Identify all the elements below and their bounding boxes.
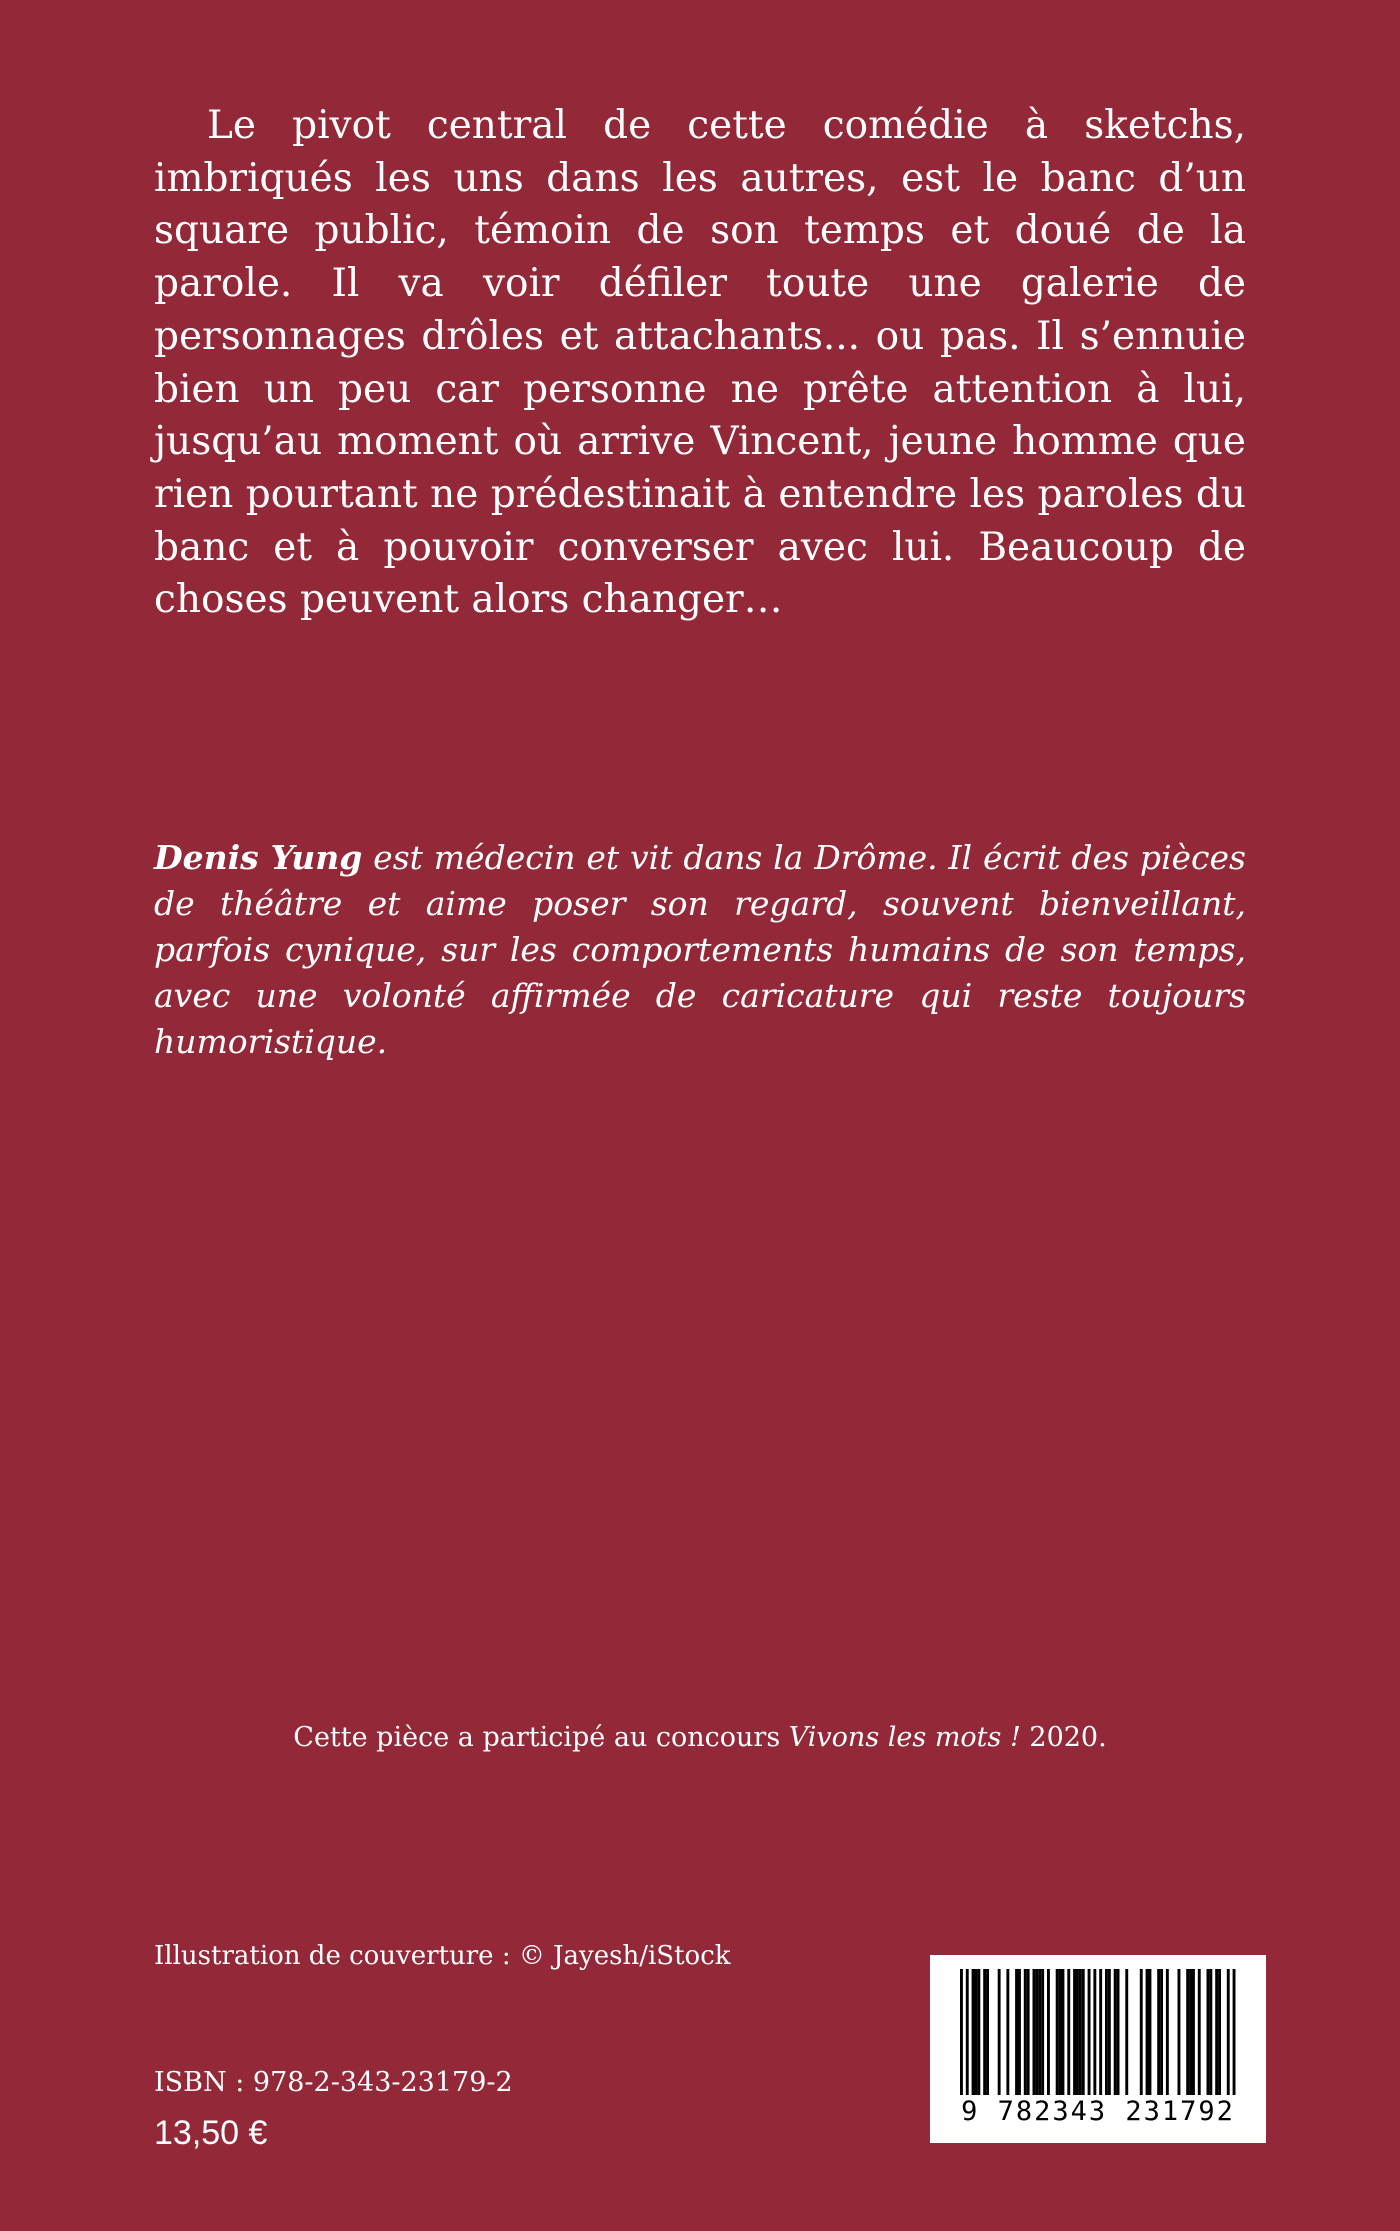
barcode-bar — [1218, 1969, 1221, 2095]
blurb-paragraph: Le pivot central de cette comédie à sketchs, imbriqués les uns dans les autres, est le banc d’un square public, témoin de son temps et doué de la parole. Il va voir défiler toute une galerie de personnages drôles et attachants... ou pas. Il s’ennuie bien un peu car personne ne prête attention à lui, jusqu’au moment où arrive Vincent, jeune homme que rien pourtant ne prédestinait à entendre les paroles du banc et à pouvoir converser avec lui. Beaucoup de choses peuvent alors changer… — [154, 103, 1246, 623]
barcode-bar — [972, 1969, 975, 2095]
isbn: ISBN : 978-2-343-23179-2 — [154, 2067, 513, 2098]
author-bio — [154, 835, 1246, 1065]
contest-title: Vivons les mots ! — [788, 1722, 1021, 1753]
barcode-bar — [1215, 1969, 1218, 2095]
contest-prefix: Cette pièce a participé au concours — [293, 1722, 789, 1753]
barcode-bar — [1035, 1969, 1038, 2095]
barcode-bar — [1027, 1969, 1030, 2095]
barcode-bar — [1192, 1969, 1195, 2095]
barcode-bar — [1024, 1969, 1027, 2095]
barcode-bar — [1160, 1969, 1163, 2095]
barcode-bar — [1178, 1969, 1181, 2095]
barcode-bar — [966, 1969, 969, 2095]
author-name: Denis Yung — [154, 838, 363, 877]
barcode-bar — [1006, 1969, 1009, 2095]
barcode-bar — [1105, 1969, 1108, 2095]
barcode-bar — [1166, 1969, 1169, 2095]
barcode-bar — [975, 1969, 978, 2095]
barcode-bar — [1067, 1969, 1070, 2095]
barcode-bar — [1018, 1969, 1021, 2095]
barcode-bar — [977, 1969, 980, 2095]
barcode-bar — [1099, 1969, 1102, 2095]
barcode-bar — [1114, 1969, 1117, 2095]
barcode-bar — [983, 1969, 986, 2095]
price: 13,50 € — [154, 2114, 268, 2152]
barcode-bar — [1076, 1969, 1079, 2095]
barcode-bar — [1186, 1969, 1189, 2095]
barcode-bar — [1047, 1969, 1050, 2095]
barcode-bar — [1189, 1969, 1192, 2095]
barcode-bar — [986, 1969, 989, 2095]
barcode-bar — [1073, 1969, 1076, 2095]
barcode-digits: 9 782343 231792 — [930, 2095, 1266, 2129]
barcode-bar — [1233, 1969, 1236, 2095]
barcode-bar — [1015, 1969, 1018, 2095]
barcode-bar — [1059, 1969, 1062, 2095]
barcode-bar — [1198, 1969, 1201, 2095]
barcode-bar — [1041, 1969, 1044, 2095]
barcode-bar — [1149, 1969, 1152, 2095]
barcode-bar — [998, 1969, 1001, 2095]
barcode-bar — [1125, 1969, 1128, 2095]
barcode-bar — [1227, 1969, 1230, 2095]
barcode-bar — [1038, 1969, 1041, 2095]
barcode — [930, 1955, 1266, 2143]
barcode-bar — [1140, 1969, 1143, 2095]
contest-suffix: 2020. — [1020, 1722, 1107, 1753]
barcode-bar — [1093, 1969, 1096, 2095]
illustration-credit: Illustration de couverture : © Jayesh/iStock — [154, 1941, 731, 1971]
barcode-bar — [1117, 1969, 1120, 2095]
barcode-bar — [1088, 1969, 1091, 2095]
contest-note — [0, 1720, 1400, 1756]
barcode-bar — [1033, 1969, 1036, 2095]
barcode-bar — [1062, 1969, 1065, 2095]
barcode-bar — [1146, 1969, 1149, 2095]
author-bio-text: est médecin et vit dans la Drôme. Il écrit des pièces de théâtre et aime poser son regard, souvent bienveillant, parfois cynique, sur les comportements humains de son temps, avec une volonté affirmée de caricature qui reste toujours humoristique. — [154, 838, 1246, 1061]
barcode-bar — [1207, 1969, 1210, 2095]
barcode-bar — [1079, 1969, 1082, 2095]
barcode-bar — [1056, 1969, 1059, 2095]
barcode-bar — [1082, 1969, 1085, 2095]
barcode-bar — [1209, 1969, 1212, 2095]
barcode-bar — [1157, 1969, 1160, 2095]
barcode-bar — [1108, 1969, 1111, 2095]
barcode-bar — [960, 1969, 963, 2095]
